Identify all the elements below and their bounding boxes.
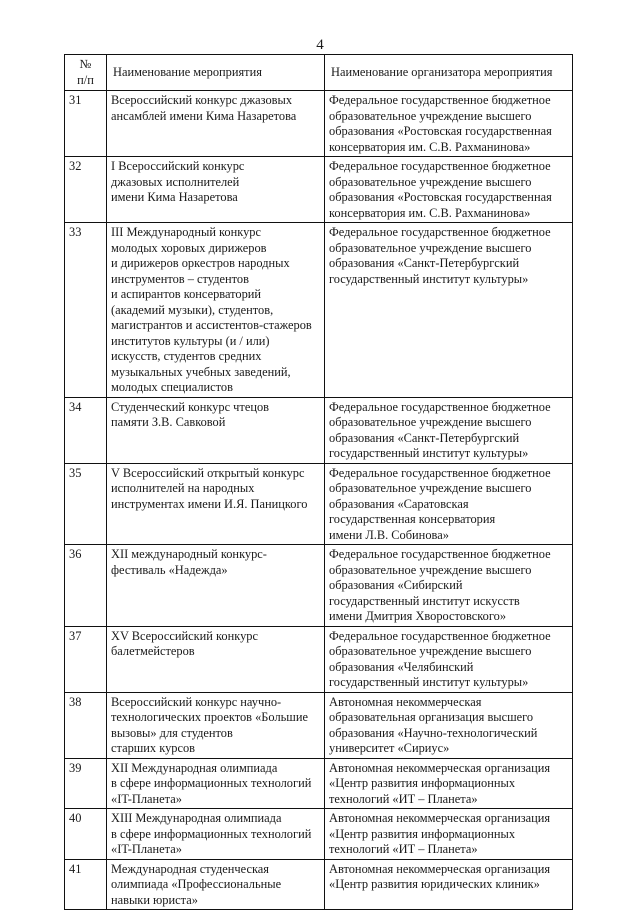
- row-num: 32: [65, 157, 107, 223]
- event-name: I Всероссийский конкурс джазовых исполнителей имени Кима Назаретова: [107, 157, 325, 223]
- table-row: [65, 758, 573, 809]
- row-num: 36: [65, 545, 107, 627]
- table-row: [65, 397, 573, 463]
- table-row: [65, 545, 573, 627]
- row-num: 41: [65, 859, 107, 910]
- row-num: 35: [65, 463, 107, 545]
- events-table: [64, 54, 573, 910]
- event-name: III Международный конкурс молодых хоровых дирижеров и дирижеров оркестров народных инструментов – студентов и аспирантов консерваторий (академий музыки), студентов, магистрантов и ассистентов-стажеров институтов культуры (и / или) искусств, студентов средних музыкальных учебных заведений, молодых специалистов: [107, 223, 325, 398]
- event-name: XII международный конкурс- фестиваль «Надежда»: [107, 545, 325, 627]
- row-num: 37: [65, 626, 107, 692]
- organizer-name: Федеральное государственное бюджетное образовательное учреждение высшего образования «Саратовская государственная консерватория имени Л.В. Собинова»: [325, 463, 573, 545]
- table-row: [65, 157, 573, 223]
- header-event-name: Наименование мероприятия: [107, 55, 325, 91]
- page-number: 4: [316, 37, 324, 53]
- event-name: Всероссийский конкурс джазовых ансамблей имени Кима Назаретова: [107, 91, 325, 157]
- header-organizer: Наименование организатора мероприятия: [325, 55, 573, 91]
- organizer-name: Федеральное государственное бюджетное образовательное учреждение высшего образования «Ростовская государственная консерватория им. С.В. Рахманинова»: [325, 91, 573, 157]
- table-row: [65, 223, 573, 398]
- row-num: 33: [65, 223, 107, 398]
- event-name: V Всероссийский открытый конкурс исполнителей на народных инструментах имени И.Я. Паницкого: [107, 463, 325, 545]
- organizer-name: Автономная некоммерческая организация «Центр развития информационных технологий «ИТ – Планета»: [325, 758, 573, 809]
- organizer-name: Федеральное государственное бюджетное образовательное учреждение высшего образования «Челябинский государственный институт культуры»: [325, 626, 573, 692]
- organizer-name: Федеральное государственное бюджетное образовательное учреждение высшего образования «Ростовская государственная консерватория им. С.В. Рахманинова»: [325, 157, 573, 223]
- header-num: № п/п: [65, 55, 107, 91]
- table-row: [65, 859, 573, 910]
- table-row: [65, 692, 573, 758]
- table-row: [65, 91, 573, 157]
- organizer-name: Федеральное государственное бюджетное образовательное учреждение высшего образования «Сибирский государственный институт искусств имени Дмитрия Хворостовского»: [325, 545, 573, 627]
- table-row: [65, 809, 573, 860]
- table-row: [65, 626, 573, 692]
- event-name: Всероссийский конкурс научно- технологических проектов «Большие вызовы» для студентов старших курсов: [107, 692, 325, 758]
- row-num: 34: [65, 397, 107, 463]
- organizer-name: Автономная некоммерческая организация «Центр развития юридических клиник»: [325, 859, 573, 910]
- organizer-name: Автономная некоммерческая организация «Центр развития информационных технологий «ИТ – Планета»: [325, 809, 573, 860]
- event-name: XIII Международная олимпиада в сфере информационных технологий «IT-Планета»: [107, 809, 325, 860]
- organizer-name: Автономная некоммерческая образовательная организация высшего образования «Научно-технологический университет «Сириус»: [325, 692, 573, 758]
- event-name: Международная студенческая олимпиада «Профессиональные навыки юриста»: [107, 859, 325, 910]
- row-num: 39: [65, 758, 107, 809]
- row-num: 40: [65, 809, 107, 860]
- table-header-row: [65, 55, 573, 91]
- organizer-name: Федеральное государственное бюджетное образовательное учреждение высшего образования «Санкт-Петербургский государственный институт культуры»: [325, 397, 573, 463]
- event-name: XII Международная олимпиада в сфере информационных технологий «IT-Планета»: [107, 758, 325, 809]
- row-num: 31: [65, 91, 107, 157]
- row-num: 38: [65, 692, 107, 758]
- table-row: [65, 463, 573, 545]
- event-name: XV Всероссийский конкурс балетмейстеров: [107, 626, 325, 692]
- organizer-name: Федеральное государственное бюджетное образовательное учреждение высшего образования «Санкт-Петербургский государственный институт культуры»: [325, 223, 573, 398]
- event-name: Студенческий конкурс чтецов памяти З.В. Савковой: [107, 397, 325, 463]
